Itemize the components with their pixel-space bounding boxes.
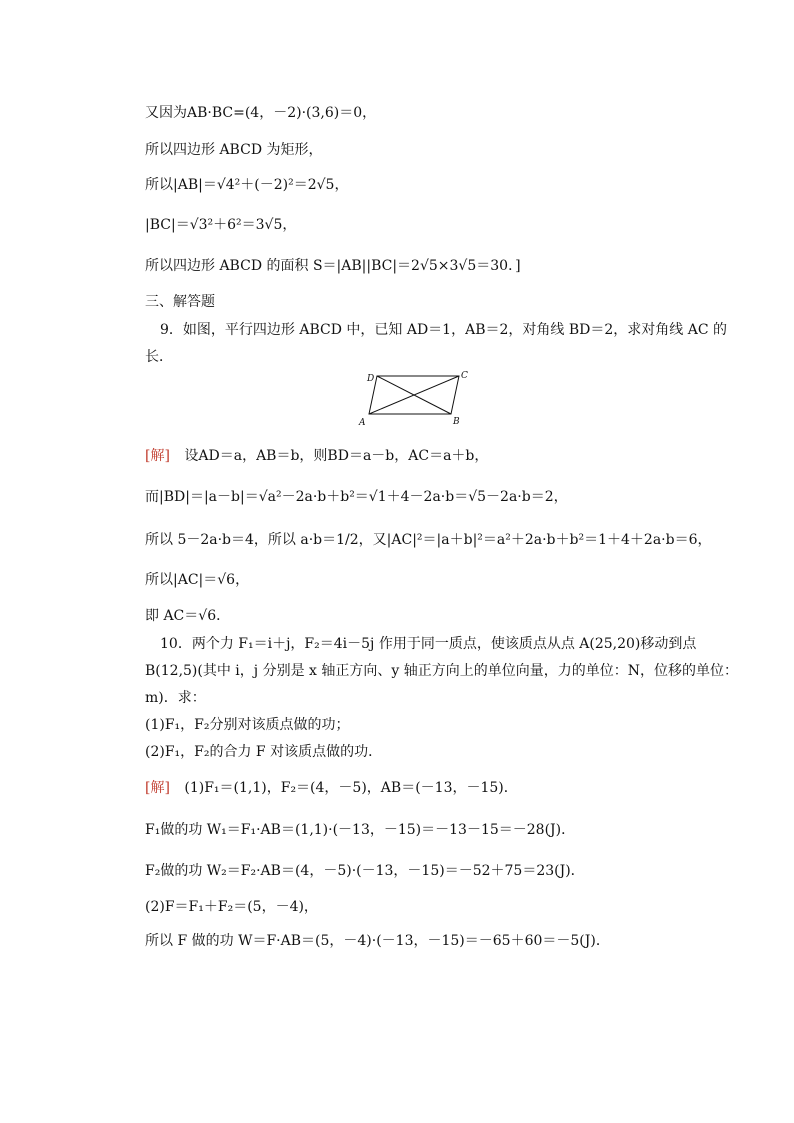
parallelogram-figure [355, 368, 475, 430]
vertex-label-c: C [461, 371, 468, 381]
problem-10-part-1: (1)F₁，F₂分别对该质点做的功； [145, 717, 350, 733]
vertex-label-b: B [453, 417, 460, 427]
solution-10-line-3: F₂做的功 W₂＝F₂·AB＝(4，－5)·(－13，－15)＝－52＋75＝23(J)． [145, 863, 585, 879]
solution-text: 设AD＝a，AB＝b，则BD＝a－b，AC＝a＋b， [184, 448, 489, 464]
text-line-3: 所以|AB|＝√4²＋(－2)²＝2√5， [145, 177, 349, 193]
solution-9-line-5: 即 AC＝√6． [145, 608, 231, 624]
text-line-5: 所以四边形 ABCD 的面积 S＝|AB||BC|＝2√5×3√5＝30．] [145, 258, 521, 274]
problem-9-text-cont: 长． [145, 349, 173, 365]
vertex-label-a: A [359, 418, 366, 428]
vertex-label-d: D [367, 374, 375, 384]
problem-10-text: 10．两个力 F₁＝i＋j，F₂＝4i－5j 作用于同一质点，使该质点从点 A(25,20)移动到点 [160, 636, 697, 652]
solution-10-line-4: (2)F＝F₁＋F₂＝(5，－4)， [145, 899, 318, 915]
problem-10-part-2: (2)F₁，F₂的合力 F 对该质点做的功． [145, 744, 383, 760]
solution-label: [解] [145, 448, 170, 464]
problem-10-text-cont2: m)．求： [145, 690, 206, 706]
solution-text: (1)F₁＝(1,1)，F₂＝(4，－5)，AB＝(－13，－15)． [184, 780, 518, 796]
text-line-1: 又因为AB·BC=(4，－2)·(3,6)＝0， [145, 105, 377, 121]
solution-10-line-1 [145, 778, 518, 798]
solution-10-line-2: F₁做的功 W₁＝F₁·AB＝(1,1)·(－13，－15)＝－13－15＝－28(J)． [145, 822, 576, 838]
solution-9-line-1 [145, 446, 488, 466]
solution-label: [解] [145, 780, 170, 796]
solution-9-line-4: 所以|AC|＝√6， [145, 572, 250, 588]
parallelogram-diagram [355, 368, 475, 430]
solution-9-line-2: 而|BD|＝|a－b|＝√a²－2a·b＋b²＝√1＋4－2a·b＝√5－2a·b＝2， [145, 489, 568, 505]
problem-10-text-cont: B(12,5)(其中 i，j 分别是 x 轴正方向、y 轴正方向上的单位向量，力的单位：N，位移的单位： [145, 663, 738, 679]
problem-9-text: 9．如图，平行四边形 ABCD 中，已知 AD＝1，AB＝2，对角线 BD＝2，求对角线 AC 的 [160, 322, 727, 338]
text-line-4: |BC|＝√3²＋6²＝3√5， [145, 217, 297, 233]
text-line-2: 所以四边形 ABCD 为矩形， [145, 142, 323, 158]
solution-9-line-3: 所以 5－2a·b＝4，所以 a·b＝1/2，又|AC|²＝|a＋b|²＝a²＋2a·b＋b²＝1＋4＋2a·b＝6， [145, 532, 712, 548]
solution-10-line-5: 所以 F 做的功 W＝F·AB＝(5，－4)·(－13，－15)＝－65＋60＝－5(J)． [145, 933, 610, 949]
section-heading: 三、解答题 [145, 294, 215, 310]
